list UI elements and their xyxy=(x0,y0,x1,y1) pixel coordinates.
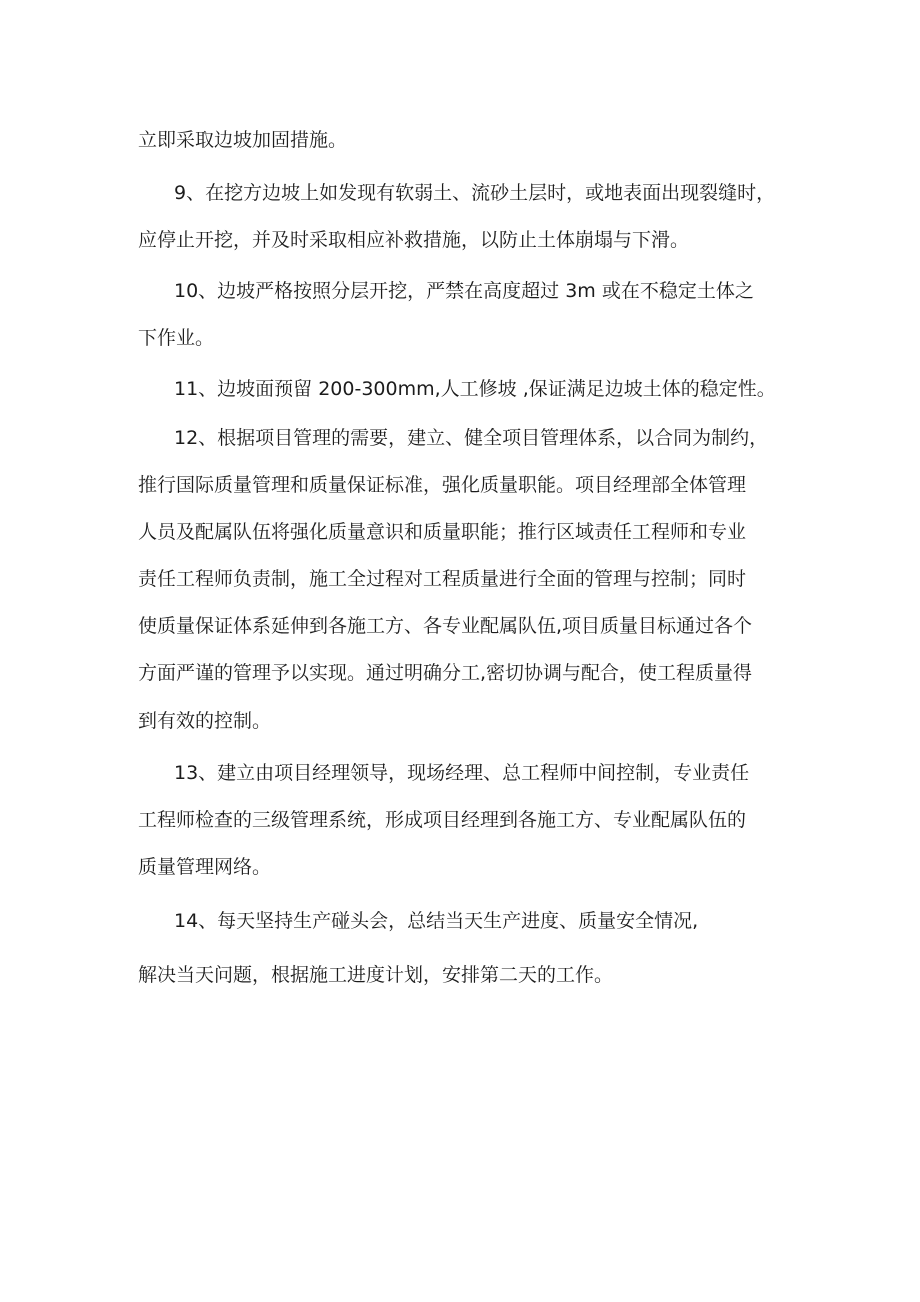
text-line-6: 11、边坡面预留 200-300mm,人工修坡 ,保证满足边坡土体的稳定性。 xyxy=(174,378,776,400)
text-line-7: 12、根据项目管理的需要，建立、健全项目管理体系，以合同为制约， xyxy=(174,427,769,449)
text-line-10: 责任工程师负责制，施工全过程对工程质量进行全面的管理与控制；同时 xyxy=(138,568,747,590)
text-line-17: 14、每天坚持生产碰头会，总结当天生产进度、质量安全情况, xyxy=(174,910,699,932)
text-line-3: 应停止开挖，并及时采取相应补救措施，以防止土体崩塌与下滑。 xyxy=(138,229,690,251)
text-line-16: 质量管理网络。 xyxy=(138,856,272,878)
text-line-12: 方面严谨的管理予以实现。通过明确分工,密切协调与配合，使工程质量得 xyxy=(138,662,753,684)
text-line-5: 下作业。 xyxy=(138,327,215,349)
text-line-11: 使质量保证体系延伸到各施工方、各专业配属队伍,项目质量目标通过各个 xyxy=(138,615,753,637)
text-line-15: 工程师检查的三级管理系统，形成项目经理到各施工方、专业配属队伍的 xyxy=(138,809,747,831)
text-line-14: 13、建立由项目经理领导，现场经理、总工程师中间控制，专业责任 xyxy=(174,762,750,784)
text-line-8: 推行国际质量管理和质量保证标准，强化质量职能。项目经理部全体管理 xyxy=(138,474,747,496)
text-line-9: 人员及配属队伍将强化质量意识和质量职能；推行区域责任工程师和专业 xyxy=(138,521,747,543)
text-line-13: 到有效的控制。 xyxy=(138,710,272,732)
text-line-2: 9、在挖方边坡上如发现有软弱土、流砂土层时，或地表面出现裂缝时， xyxy=(174,182,776,204)
text-line-18: 解决当天问题，根据施工进度计划，安排第二天的工作。 xyxy=(138,964,614,986)
text-line-1: 立即采取边坡加固措施。 xyxy=(138,129,348,151)
text-line-4: 10、边坡严格按照分层开挖，严禁在高度超过 3m 或在不稳定土体之 xyxy=(174,280,754,302)
